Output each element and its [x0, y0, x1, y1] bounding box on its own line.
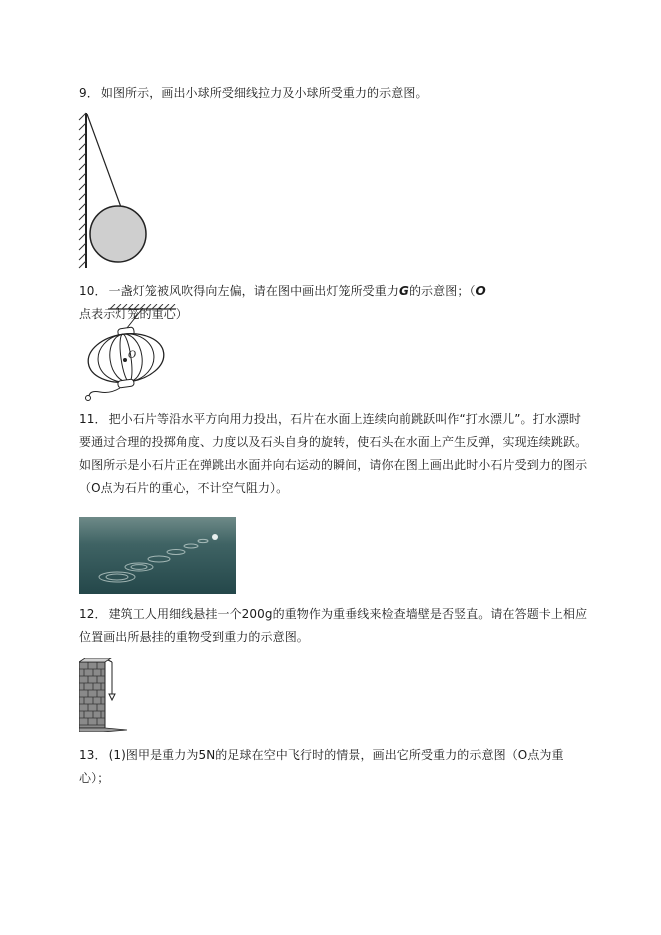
question-text-after: 的示意图；（: [408, 284, 476, 298]
water-skipping-photo: [79, 517, 236, 594]
lantern-string: [127, 309, 142, 328]
center-of-gravity-label: O: [128, 350, 137, 361]
ball: [90, 206, 146, 262]
question-number: 9．: [79, 86, 99, 100]
gravity-symbol: G: [398, 284, 409, 298]
pendulum-string: [87, 114, 122, 210]
wall-top: [79, 658, 111, 662]
center-point-symbol: O: [475, 284, 486, 298]
question-text-end: 点表示灯笼的重心）: [79, 307, 188, 321]
question-number: 10．: [79, 284, 107, 298]
question-text: 如图所示，画出小球所受细线拉力及小球所受重力的示意图。: [100, 86, 428, 100]
pendulum-figure: [76, 110, 156, 270]
water-surface: [79, 517, 236, 594]
question-number: 11．: [79, 412, 107, 426]
question-text: (1)图甲是重力为5N的足球在空中飞行时的情景，画出它所受重力的示意图（O点为重心）；: [79, 748, 564, 785]
question-number: 12．: [79, 607, 107, 621]
question-text: 一盏灯笼被风吹得向左偏，请在图中画出灯笼所受重力: [108, 284, 399, 298]
center-of-gravity-dot: [123, 358, 127, 362]
lantern-figure: [80, 304, 190, 406]
tassel-knot: [86, 396, 91, 401]
question-13: [79, 744, 589, 790]
question-text: 建筑工人用细线悬挂一个200g的重物作为重垂线来检查墙壁是否竖直。请在答题卡上相应位置画出所悬挂的重物受到重力的示意图。: [79, 607, 588, 644]
ceiling-hatching: [110, 304, 175, 309]
question-text: 把小石片等沿水平方向用力投出，石片在水面上连续向前跳跃叫作“打水漂儿”。打水漂时要通过合理的投掷角度、力度以及石头自身的旋转，使石头在水面上产生反弹，实现连续跳跃。如图所示是小石片正在弹跳出水面并向右运动的瞬间，请你在图上画出此时小石片受到力的图示（O点为石片的重心，不计空气阻力）。: [79, 412, 588, 495]
plumb-bob: [109, 694, 115, 700]
wall-hatching: [79, 113, 86, 268]
wall-base: [79, 728, 127, 732]
stone-splash: [212, 534, 218, 540]
question-9: [79, 82, 589, 105]
question-number: 13．: [79, 748, 107, 762]
question-12: [79, 603, 589, 649]
question-11: [79, 408, 589, 500]
lantern-tassel: [89, 388, 120, 396]
brick-wall-figure: [79, 658, 129, 732]
plumb-string: [108, 660, 112, 662]
